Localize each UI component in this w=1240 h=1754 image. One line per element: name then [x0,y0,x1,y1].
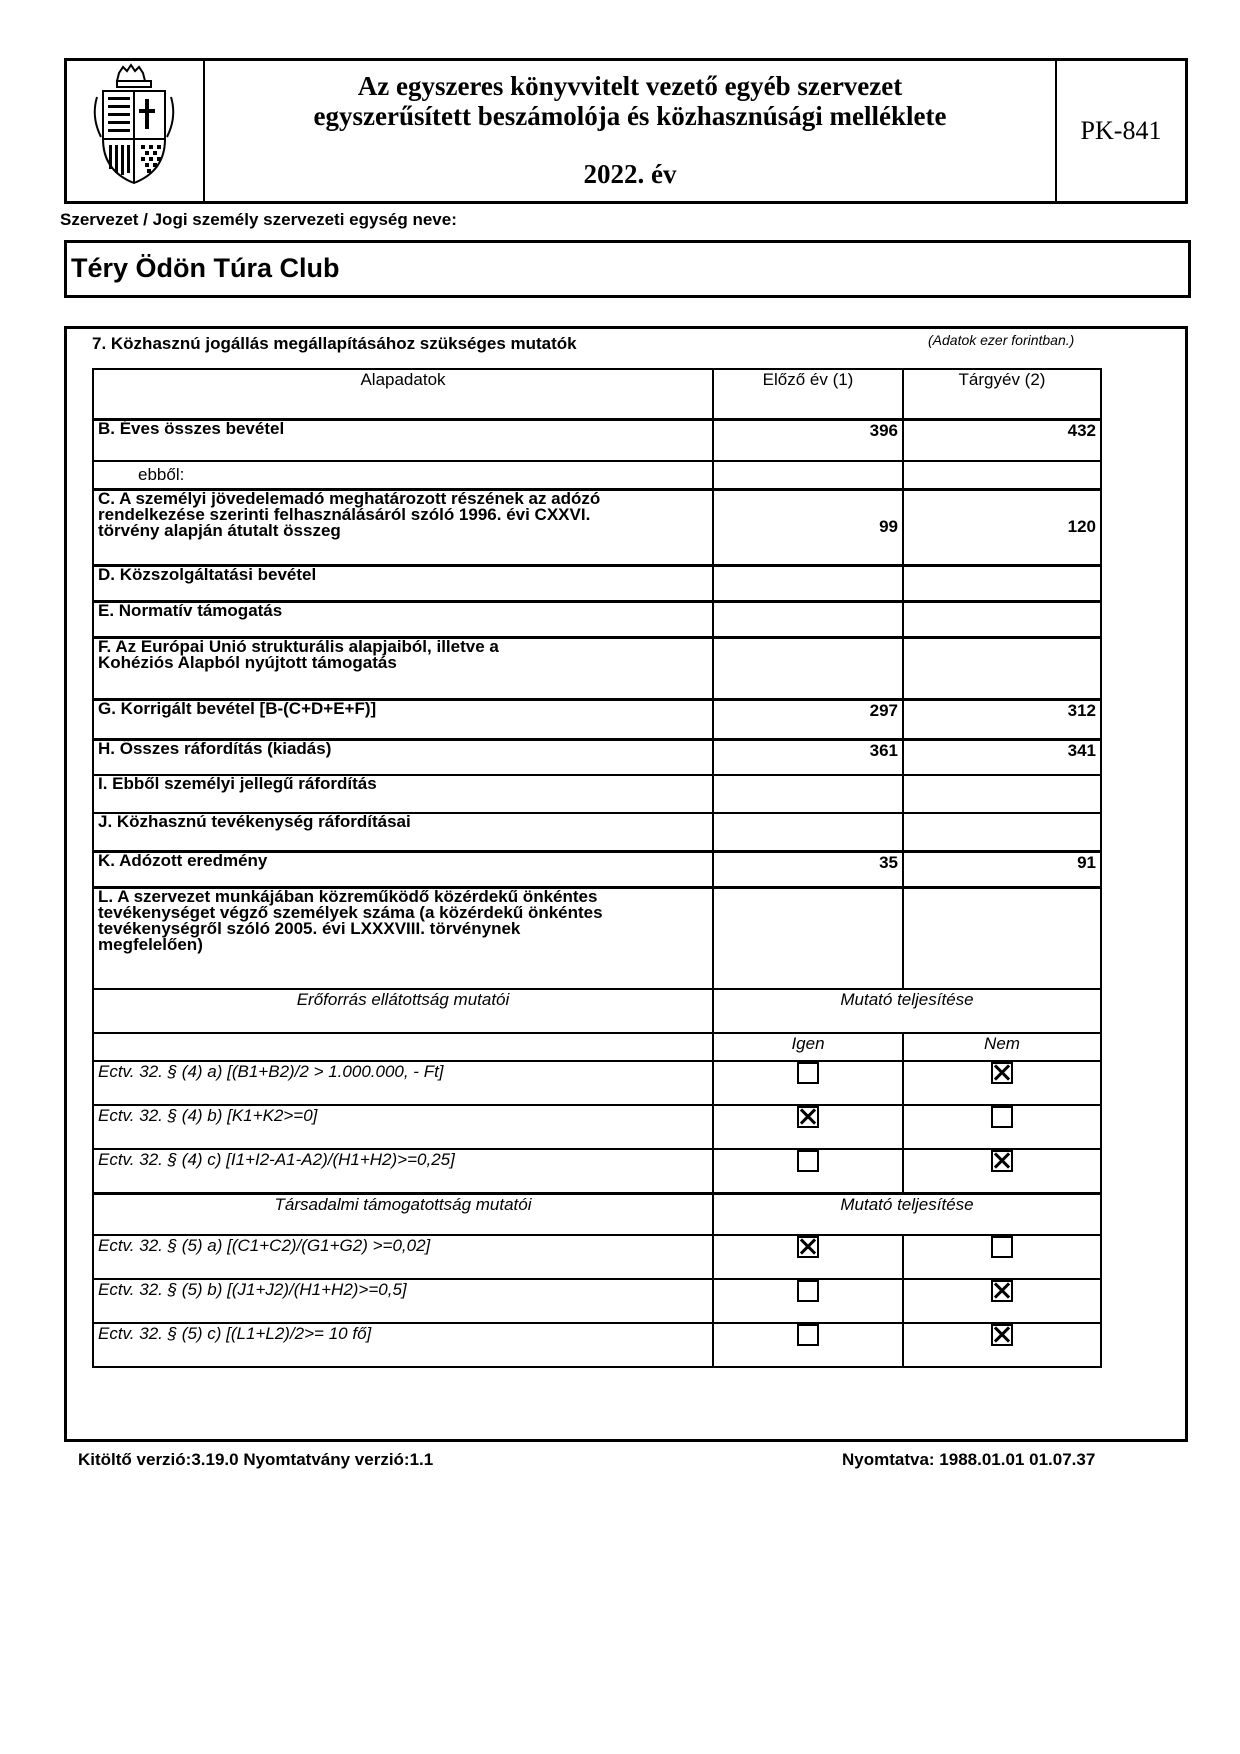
organization-name: Téry Ödön Túra Club [71,253,340,283]
row-curr-value [903,601,1101,637]
checkbox-empty-icon[interactable] [797,1150,819,1172]
social-header-row [93,1193,1101,1235]
row-curr-value [903,461,1101,489]
social-fulfilment-header: Mutató teljesítése [713,1193,1101,1235]
col-header-curr: Tárgyév (2) [903,369,1101,419]
criterion-label: Ectv. 32. § (4) a) [(B1+B2)/2 > 1.000.000, - Ft] [93,1061,713,1105]
criterion-label: Ectv. 32. § (5) c) [(L1+L2)/2>= 10 fő] [93,1323,713,1367]
row-curr-value: 432 [903,419,1101,461]
row-curr-value [903,887,1101,989]
organization-label: Szervezet / Jogi személy szervezeti egység neve: [60,210,457,229]
criterion-label: Ectv. 32. § (4) b) [K1+K2>=0] [93,1105,713,1149]
table-row [93,461,1101,489]
resource-header: Erőforrás ellátottság mutatói [93,989,713,1033]
row-prev-value [713,775,903,813]
col-header-basic: Alapadatok [93,369,713,419]
checkbox-checked-icon[interactable] [991,1062,1013,1084]
criterion-row [93,1149,1101,1193]
criterion-row [93,1235,1101,1279]
table-row [93,419,1101,461]
checkbox-checked-icon[interactable] [991,1150,1013,1172]
row-label: E. Normatív támogatás [93,601,713,637]
footer-version: Kitöltő verzió:3.19.0 Nyomtatvány verzió:1.1 [78,1450,434,1469]
row-prev-value: 99 [713,489,903,565]
indicators-table [92,368,1102,1368]
criterion-row [93,1061,1101,1105]
criterion-label: Ectv. 32. § (5) a) [(C1+C2)/(G1+G2) >=0,02] [93,1235,713,1279]
checkbox-checked-icon[interactable] [797,1106,819,1128]
row-label: B. Éves összes bevétel [93,419,713,461]
checkbox-checked-icon[interactable] [991,1324,1013,1346]
row-label: J. Közhasznú tevékenység ráfordításai [93,813,713,851]
table-row [93,637,1101,699]
form-title-cell [205,61,1057,201]
yes-header: Igen [713,1033,903,1061]
row-label: C. A személyi jövedelemadó meghatározott részének az adózó rendelkezése szerinti felhasználásáról szóló 1996. évi CXXVI. törvény alapján átutalt összeg [93,489,713,565]
checkbox-checked-icon[interactable] [797,1236,819,1258]
units-note: (Adatok ezer forintban.) [928,332,1075,348]
row-label: I. Ebből személyi jellegű ráfordítás [93,775,713,813]
form-code: PK-841 [1080,116,1162,145]
row-curr-value [903,565,1101,601]
row-prev-value [713,601,903,637]
row-curr-value: 341 [903,739,1101,775]
criterion-row [93,1279,1101,1323]
row-curr-value: 312 [903,699,1101,739]
table-row [93,851,1101,887]
row-curr-value [903,813,1101,851]
form-title [205,71,1055,131]
checkbox-empty-icon[interactable] [797,1062,819,1084]
table-row [93,775,1101,813]
row-label: ebből: [93,461,713,489]
row-label: H. Összes ráfordítás (kiadás) [93,739,713,775]
resource-header-row [93,989,1101,1033]
col-header-prev: Előző év (1) [713,369,903,419]
empty-cell [93,1033,713,1061]
form-year: 2022. év [583,159,677,189]
crest-cell [67,61,205,201]
row-label: G. Korrigált bevétel [B-(C+D+E+F)] [93,699,713,739]
checkbox-empty-icon[interactable] [797,1280,819,1302]
table-row [93,813,1101,851]
criterion-label: Ectv. 32. § (4) c) [I1+I2-A1-A2)/(H1+H2)>=0,25] [93,1149,713,1193]
table-row [93,739,1101,775]
row-prev-value [713,461,903,489]
fulfilment-header: Mutató teljesítése [713,989,1101,1033]
table-row [93,601,1101,637]
organization-box [64,240,1188,298]
hungarian-coat-of-arms-icon [67,61,205,201]
title-line-2: egyszerűsített beszámolója és közhasznúsági melléklete [313,101,947,131]
row-prev-value: 35 [713,851,903,887]
row-prev-value: 297 [713,699,903,739]
checkbox-checked-icon[interactable] [991,1280,1013,1302]
checkbox-empty-icon[interactable] [991,1106,1013,1128]
row-label: L. A szervezet munkájában közreműködő közérdekű önkéntes tevékenységet végző személyek száma (a közérdekű önkéntes tevékenységről szóló 2005. évi LXXXVIII. törvénynek megfelelően) [93,887,713,989]
table-row [93,699,1101,739]
checkbox-empty-icon[interactable] [991,1236,1013,1258]
row-prev-value: 396 [713,419,903,461]
title-line-1: Az egyszeres könyvvitelt vezető egyéb szervezet [357,71,903,101]
footer-printed: Nyomtatva: 1988.01.01 01.07.37 [842,1450,1096,1469]
table-row [93,489,1101,565]
row-curr-value: 91 [903,851,1101,887]
row-label: D. Közszolgáltatási bevétel [93,565,713,601]
table-row [93,887,1101,989]
row-prev-value [713,637,903,699]
row-prev-value [713,887,903,989]
checkbox-empty-icon[interactable] [797,1324,819,1346]
social-header: Társadalmi támogatottság mutatói [93,1193,713,1235]
row-prev-value [713,565,903,601]
row-label: K. Adózott eredmény [93,851,713,887]
form-header [64,58,1188,204]
row-curr-value [903,775,1101,813]
no-header: Nem [903,1033,1101,1061]
row-curr-value [903,637,1101,699]
row-curr-value: 120 [903,489,1101,565]
row-prev-value: 361 [713,739,903,775]
criterion-label: Ectv. 32. § (5) b) [(J1+J2)/(H1+H2)>=0,5] [93,1279,713,1323]
criterion-row [93,1323,1101,1367]
criterion-row [93,1105,1101,1149]
section-title: 7. Közhasznú jogállás megállapításához szükséges mutatók [92,334,577,353]
table-row [93,565,1101,601]
yes-no-header-row [93,1033,1101,1061]
row-label: F. Az Európai Unió strukturális alapjaiból, illetve a Kohéziós Alapból nyújtott támogatás [93,637,713,699]
row-prev-value [713,813,903,851]
